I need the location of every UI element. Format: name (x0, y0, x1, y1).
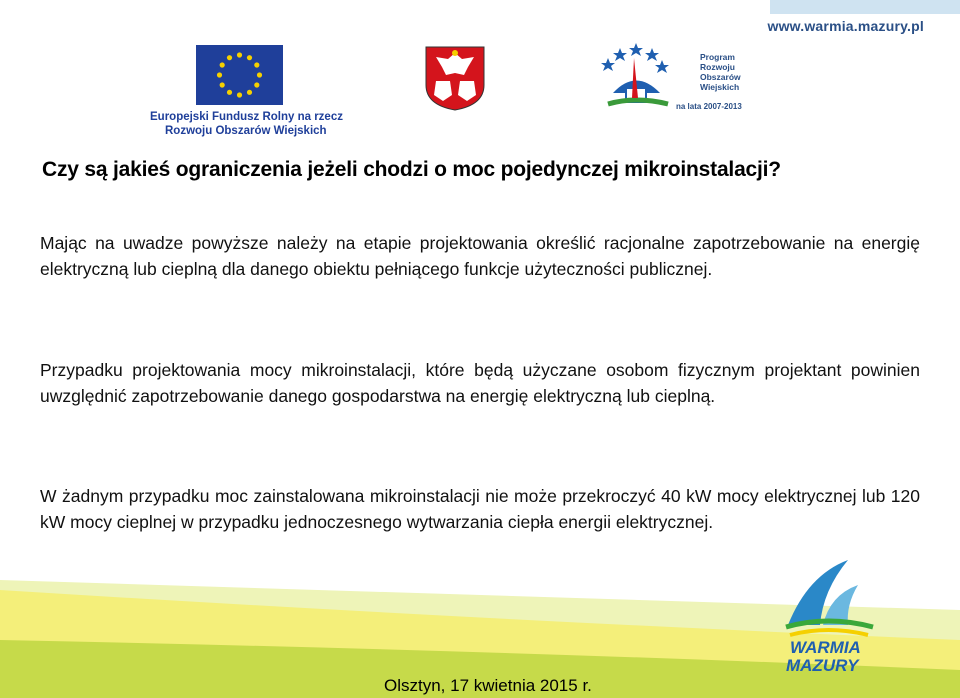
logo-mazury-text: MAZURY (786, 656, 859, 675)
eu-flag-logo (196, 45, 283, 105)
eu-star-icon (237, 92, 242, 97)
warmia-mazury-logo (768, 555, 898, 680)
footer-date: Olsztyn, 17 kwietnia 2015 r. (384, 676, 592, 695)
prow-line2: Rozwoju (700, 62, 735, 72)
logo-warmia-text: WARMIA (790, 638, 861, 657)
prow-line3: Obszarów (700, 72, 741, 82)
eu-star-icon (217, 72, 222, 77)
eu-caption (150, 110, 350, 138)
url-banner (767, 0, 960, 36)
eu-star-icon (254, 82, 259, 87)
paragraph-3: W żadnym przypadku moc zainstalowana mikroinstalacji nie może przekroczyć 40 kW mocy elektrycznej lub 120 kW mocy cieplnej w przypadku jednoczesnego wytwarzania ciepła energii elektrycznej. (40, 486, 920, 532)
paragraph-1: Mając na uwadze powyższe należy na etapie projektowania określić racjonalne zapotrzebowanie na energię elektryczną lub cieplną dla danego obiektu pełniącego funkcje użyteczności publicznej. (40, 233, 920, 279)
eu-star-icon (247, 90, 252, 95)
prow-line1: Program (700, 52, 735, 62)
prow-years: na lata 2007-2013 (676, 102, 742, 111)
prow-text (700, 52, 741, 92)
eu-caption-line1: Europejski Fundusz Rolny na rzecz (150, 111, 343, 123)
eu-star-icon (220, 62, 225, 67)
eu-star-icon (237, 52, 242, 57)
page-title: Czy są jakieś ograniczenia jeżeli chodzi o moc pojedynczej mikroinstalacji? (42, 158, 781, 181)
website-url[interactable]: www.warmia.mazury.pl (767, 18, 924, 34)
url-banner-bar (770, 0, 960, 14)
paragraph-2: Przypadku projektowania mocy mikroinstalacji, które będą użyczane osobom fizycznym projektant powinien uwzględnić zapotrzebowanie danego gospodarstwa na energię elektryczną lub cieplną. (40, 360, 920, 406)
eu-star-icon (227, 55, 232, 60)
eu-star-icon (254, 62, 259, 67)
eu-star-icon (227, 90, 232, 95)
coat-of-arms-logo (424, 45, 486, 111)
eu-caption-line2: Rozwoju Obszarów Wiejskich (165, 125, 327, 137)
eu-star-icon (257, 72, 262, 77)
eu-star-icon (247, 55, 252, 60)
prow-line4: Wiejskich (700, 82, 740, 92)
eu-star-icon (220, 82, 225, 87)
